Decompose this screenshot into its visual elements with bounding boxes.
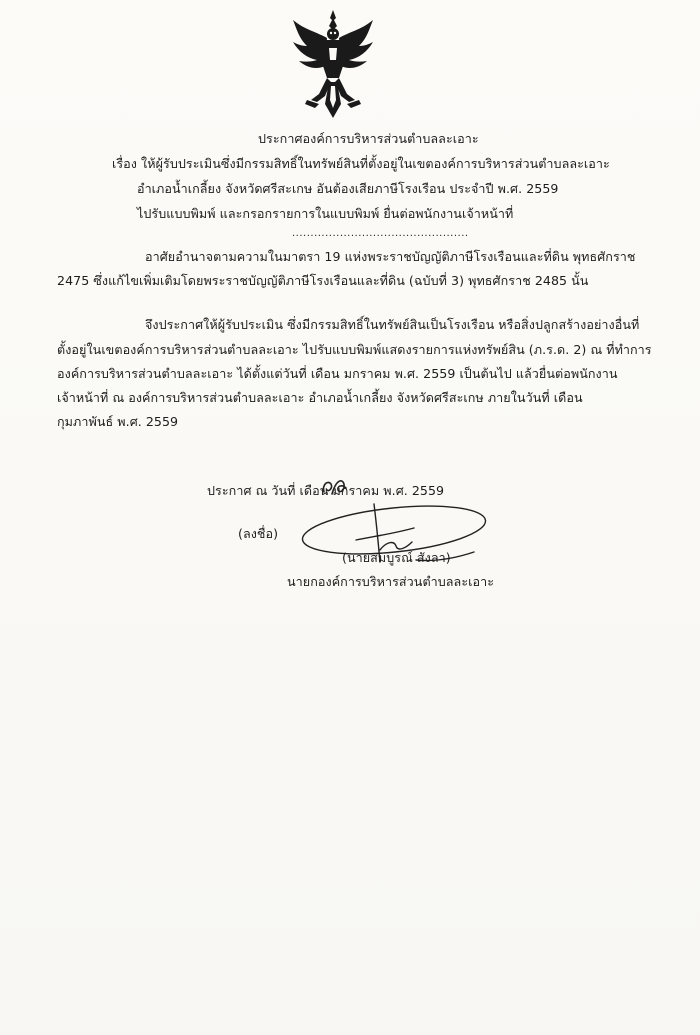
garuda-emblem-icon (287, 8, 379, 120)
signer-name: (นายสมบูรณ์ สังลา) (342, 550, 451, 565)
paragraph-1-line-1: อาศัยอำนาจตามความในมาตรา 19 แห่งพระราชบัญญัติภาษีโรงเรือนและที่ดิน พุทธศักราช (145, 249, 636, 264)
subject-line-1: เรื่อง ให้ผู้รับประเมินซึ่งมีกรรมสิทธิ์ในทรัพย์สินที่ตั้งอยู่ในเขตองค์การบริหารส่วนตำบลละเอาะ (112, 156, 610, 171)
paragraph-2-line-4: เจ้าหน้าที่ ณ องค์การบริหารส่วนตำบลละเอาะ อำเภอน้ำเกลี้ยง จังหวัดศรีสะเกษ ภายในวันที่ เดือน (57, 390, 583, 405)
announcement-title: ประกาศองค์การบริหารส่วนตำบลละเอาะ (258, 131, 479, 146)
subject-line-2: อำเภอน้ำเกลี้ยง จังหวัดศรีสะเกษ อันต้องเสียภาษีโรงเรือน ประจำปี พ.ศ. 2559 (137, 181, 559, 196)
paragraph-2-line-1: จึงประกาศให้ผู้รับประเมิน ซึ่งมีกรรมสิทธิ์ในทรัพย์สินเป็นโรงเรือน หรือสิ่งปลูกสร้างอย่างอื่นที่ (145, 317, 640, 332)
announcement-date: ประกาศ ณ วันที่ เดือน มกราคม พ.ศ. 2559 (207, 483, 445, 498)
separator-dots: ................................................ (292, 228, 469, 239)
signer-title: นายกองค์การบริหารส่วนตำบลละเอาะ (287, 574, 495, 589)
subject-line-3: ไปรับแบบพิมพ์ และกรอกรายการในแบบพิมพ์ ยื่นต่อพนักงานเจ้าหน้าที่ (137, 206, 514, 221)
sign-label: (ลงชื่อ) (238, 526, 279, 541)
paragraph-2-line-2: ตั้งอยู่ในเขตองค์การบริหารส่วนตำบลละเอาะ ไปรับแบบพิมพ์แสดงรายการแห่งทรัพย์สิน (ภ.ร.ด. 2) ณ ที่ทำการ (57, 342, 652, 357)
paragraph-1-line-2: 2475 ซึ่งแก้ไขเพิ่มเติมโดยพระราชบัญญัติภาษีโรงเรือนและที่ดิน (ฉบับที่ 3) พุทธศักราช 2485 นั้น (57, 273, 589, 288)
paragraph-2-line-5: กุมภาพันธ์ พ.ศ. 2559 (57, 414, 179, 429)
paragraph-2-line-3: องค์การบริหารส่วนตำบลละเอาะ ได้ตั้งแต่วันที่ เดือน มกราคม พ.ศ. 2559 เป็นต้นไป แล้วยื่นต่อพนักงาน (57, 366, 618, 381)
handwritten-day-mark (320, 474, 350, 500)
